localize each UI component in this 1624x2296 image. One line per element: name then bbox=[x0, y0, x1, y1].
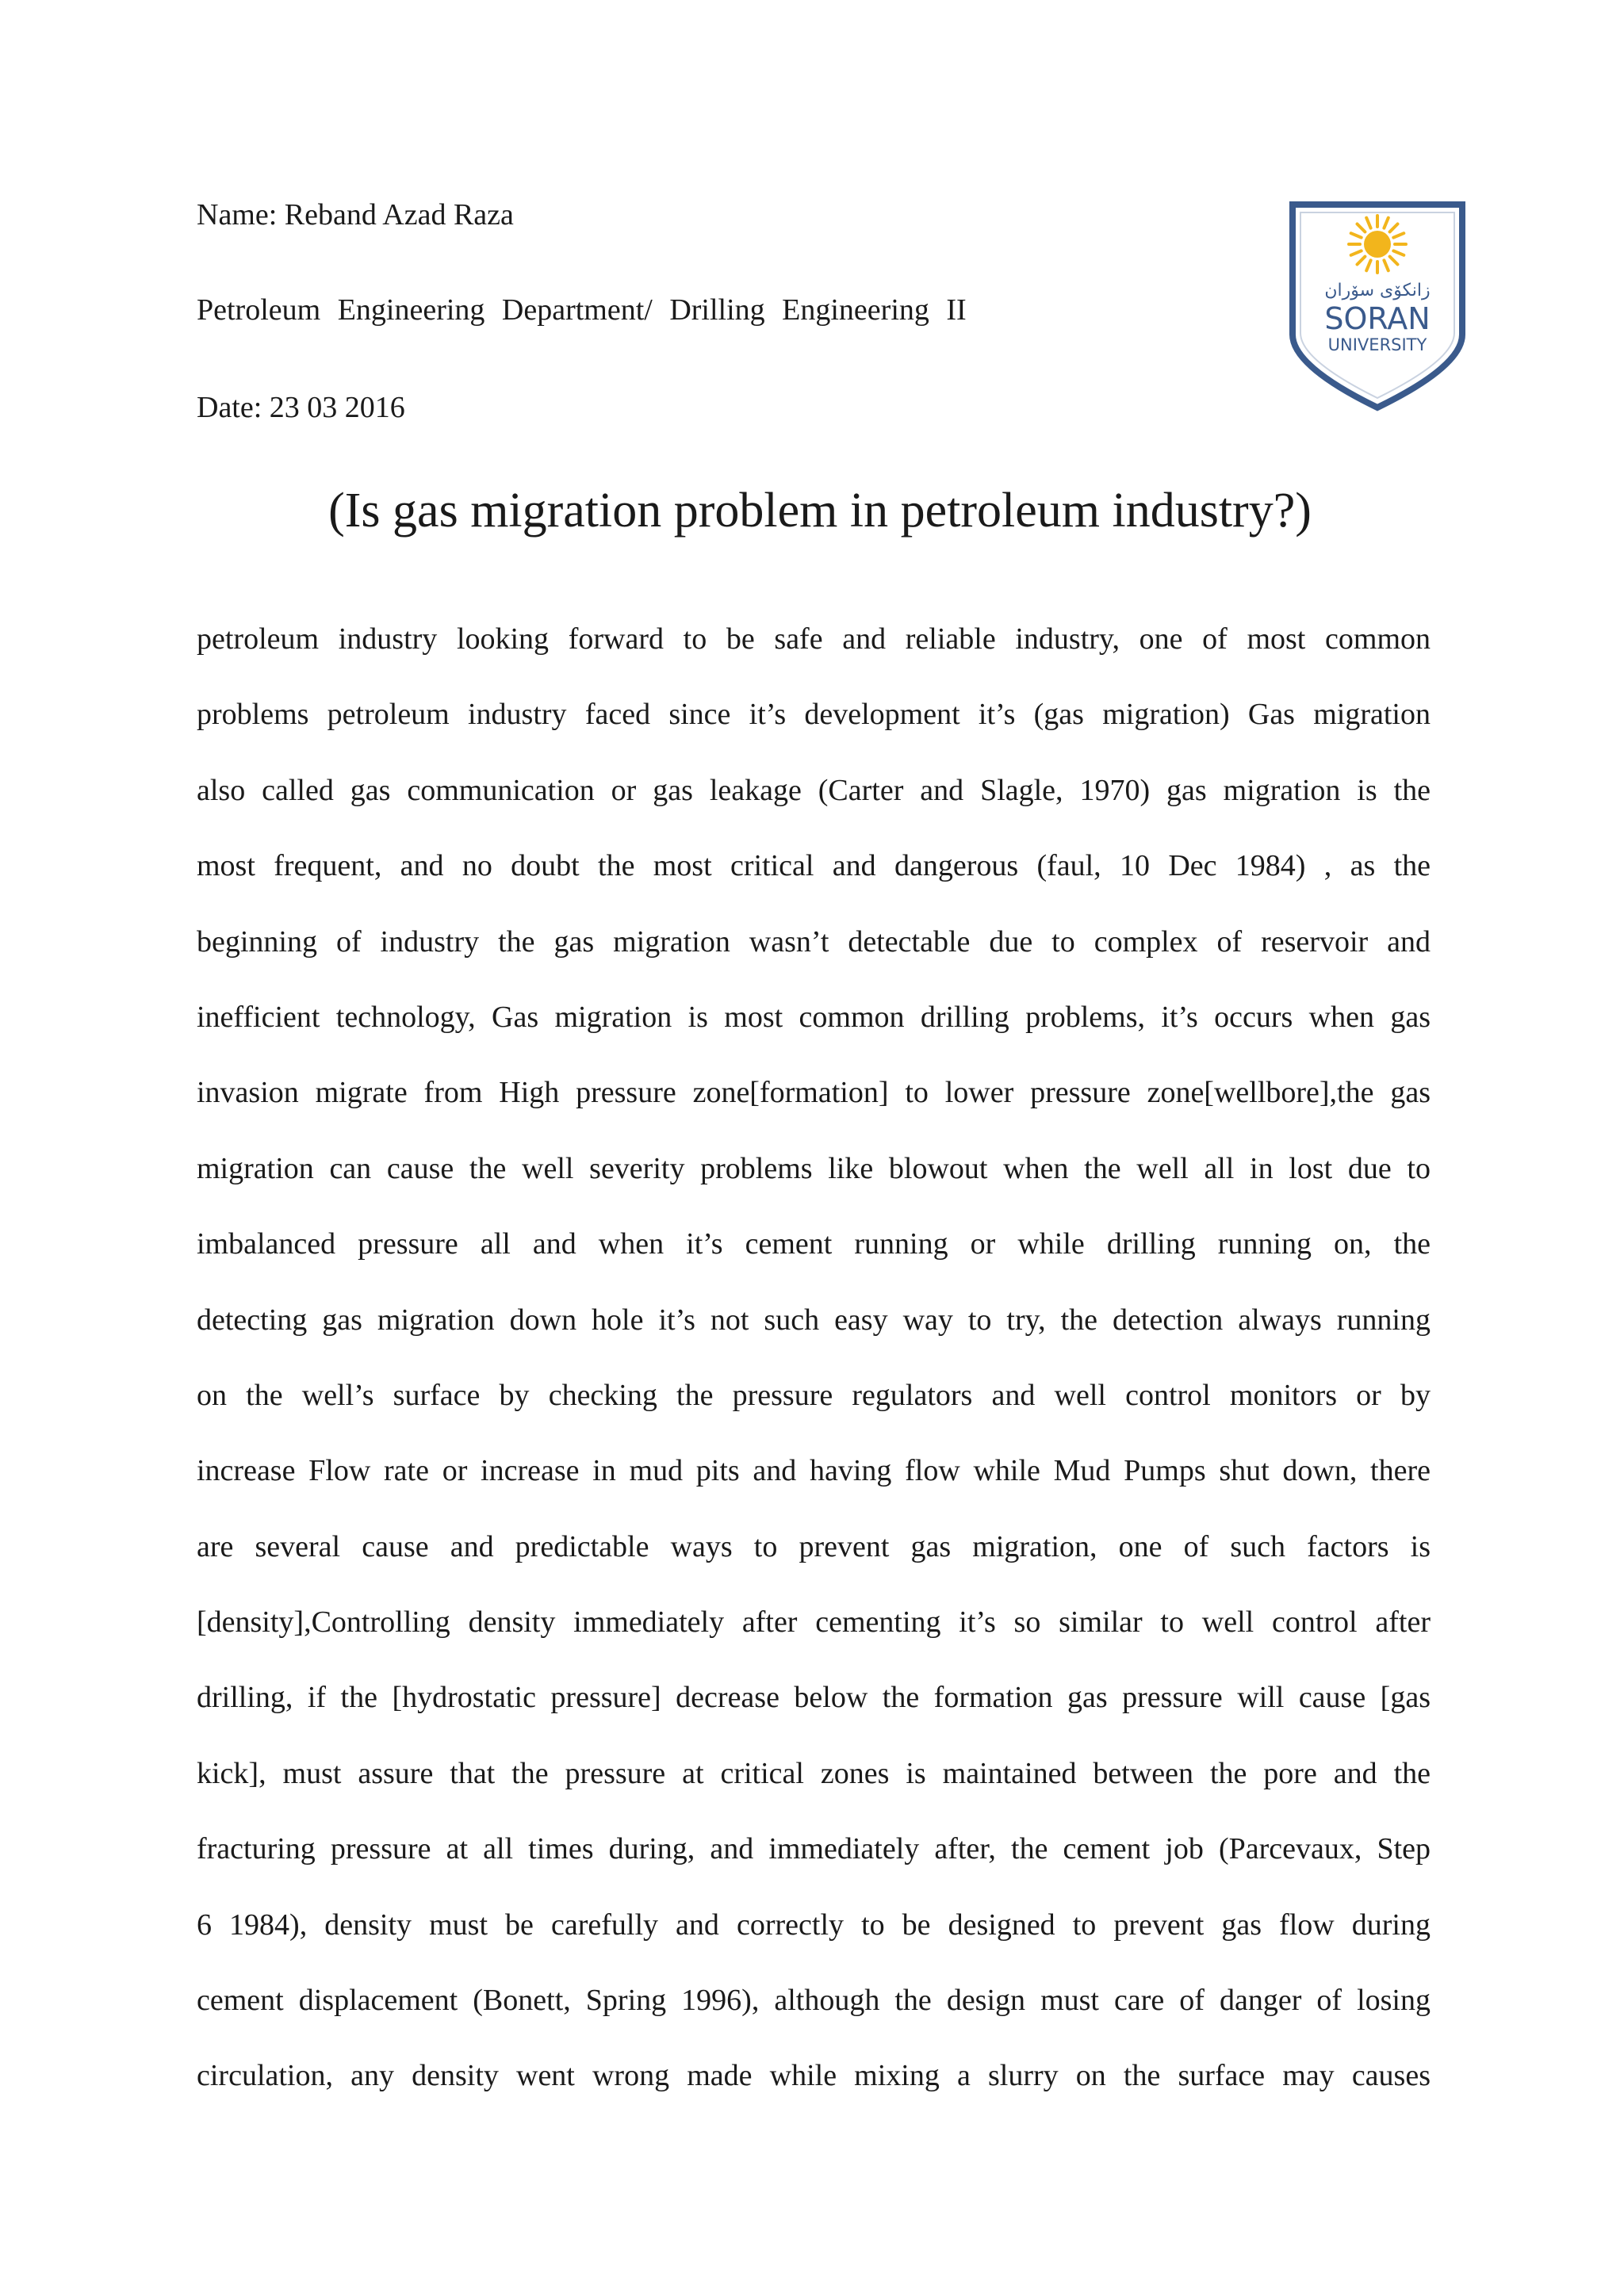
body-line: problems petroleum industry faced since it’s development it’s (gas migration) Gas migration bbox=[197, 699, 1431, 732]
document-title: (Is gas migration problem in petroleum industry?) bbox=[328, 484, 1312, 538]
soran-university-logo bbox=[1288, 200, 1467, 414]
body-line: imbalanced pressure all and when it’s cement running or while drilling running on, the bbox=[197, 1229, 1431, 1261]
body-line: cement displacement (Bonett, Spring 1996), although the design must care of danger of losing bbox=[197, 1985, 1431, 2018]
department-line: Petroleum Engineering Department/ Drilling Engineering II bbox=[197, 293, 967, 327]
body-line: inefficient technology, Gas migration is most common drilling problems, it’s occurs when gas bbox=[197, 1001, 1431, 1034]
body-line: petroleum industry looking forward to be safe and reliable industry, one of most common bbox=[197, 624, 1431, 656]
body-line: most frequent, and no doubt the most critical and dangerous (faul, 10 Dec 1984) , as the bbox=[197, 851, 1431, 883]
body-line: on the well’s surface by checking the pressure regulators and well control monitors or by bbox=[197, 1380, 1431, 1412]
body-line: migration can cause the well severity problems like blowout when the well all in lost due to bbox=[197, 1153, 1431, 1185]
logo-arabic-text: زانکۆی سۆران bbox=[1324, 281, 1431, 300]
body-text bbox=[197, 624, 1431, 2137]
body-line: invasion migrate from High pressure zone[formation] to lower pressure zone[wellbore],the gas bbox=[197, 1077, 1431, 1110]
date-line: Date: 23 03 2016 bbox=[197, 391, 405, 424]
logo-university-text: UNIVERSITY bbox=[1327, 335, 1427, 354]
author-name: Name: Reband Azad Raza bbox=[197, 198, 514, 232]
body-line: fracturing pressure at all times during, and immediately after, the cement job (Parcevaux, Step bbox=[197, 1834, 1431, 1866]
body-line: increase Flow rate or increase in mud pits and having flow while Mud Pumps shut down, there bbox=[197, 1456, 1431, 1488]
body-line: detecting gas migration down hole it’s not such easy way to try, the detection always running bbox=[197, 1304, 1431, 1337]
logo-soran-text: SORAN bbox=[1324, 301, 1431, 336]
body-line: [density],Controlling density immediately after cementing it’s so similar to well control after bbox=[197, 1607, 1431, 1640]
body-line: drilling, if the [hydrostatic pressure] decrease below the formation gas pressure will cause [gas bbox=[197, 1682, 1431, 1715]
body-line: kick], must assure that the pressure at critical zones is maintained between the pore and the bbox=[197, 1758, 1431, 1790]
body-line: beginning of industry the gas migration wasn’t detectable due to complex of reservoir and bbox=[197, 926, 1431, 959]
body-line: are several cause and predictable ways to prevent gas migration, one of such factors is bbox=[197, 1531, 1431, 1563]
body-line: also called gas communication or gas leakage (Carter and Slagle, 1970) gas migration is the bbox=[197, 775, 1431, 807]
body-line: 6 1984), density must be carefully and correctly to be designed to prevent gas flow during bbox=[197, 1909, 1431, 1942]
body-line: circulation, any density went wrong made while mixing a slurry on the surface may causes bbox=[197, 2061, 1431, 2093]
sun-icon bbox=[1349, 216, 1406, 273]
